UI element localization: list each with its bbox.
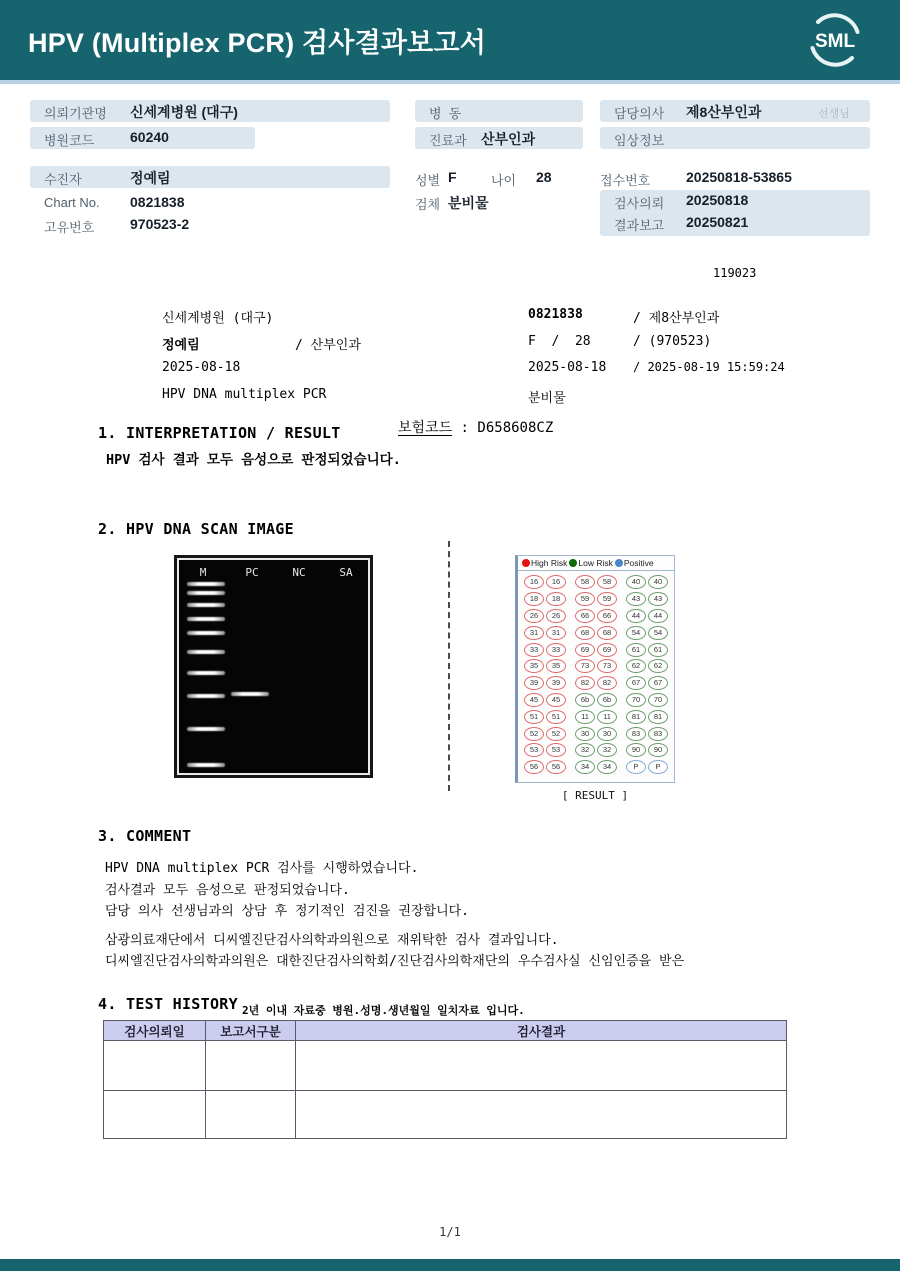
hpv-type-circle: 43 (648, 592, 668, 606)
hpv-type-circle: 11 (575, 710, 595, 724)
sex-value: F (448, 169, 457, 185)
report-patient: 정예림 (162, 338, 200, 353)
reported-date-label: 결과보고 (614, 218, 665, 233)
dashed-divider (448, 541, 450, 791)
hpv-type-circle: 40 (648, 575, 668, 589)
gel-ladder-band (187, 694, 225, 698)
report-hospital: 신세계병원 (대구) (162, 311, 274, 326)
gel-ladder-band (187, 763, 225, 767)
gel-lane-label: SA (339, 566, 353, 579)
specimen-label: 검체 (415, 197, 441, 212)
hpv-type-circle: 16 (546, 575, 566, 589)
request-date-value: 20250818 (686, 192, 749, 208)
hospital-code-value: 60240 (130, 129, 169, 145)
hpv-type-circle: 59 (575, 592, 595, 606)
section-title-comment: 3. COMMENT (98, 827, 192, 845)
hpv-type-circle: 56 (546, 760, 566, 774)
doctor-label: 담당의사 (614, 106, 665, 121)
hpv-type-circle: 73 (597, 659, 617, 673)
comment-line: HPV DNA multiplex PCR 검사를 시행하였습니다. (105, 861, 419, 876)
doc-number: 119023 (713, 266, 757, 280)
unique-no-value: 970523-2 (130, 216, 190, 232)
insurance-code: 보험코드 : D658608CZ (398, 420, 554, 436)
gel-ladder-band (187, 591, 225, 595)
test-history-row (104, 1091, 787, 1139)
test-history-cell (206, 1041, 296, 1091)
hpv-type-circle: 69 (575, 643, 595, 657)
test-history-cell (296, 1041, 787, 1091)
page-number: 1/1 (439, 1225, 461, 1239)
hpv-type-circle: 61 (626, 643, 646, 657)
comment-block (105, 858, 684, 973)
hpv-type-circle: 40 (626, 575, 646, 589)
hpv-type-circle: 69 (597, 643, 617, 657)
gel-lane-label: NC (292, 566, 306, 579)
department-label: 진료과 (429, 133, 467, 148)
legend-dot-icon (615, 559, 623, 567)
hpv-grid-row (518, 658, 674, 675)
report-datetime: / 2025-08-19 15:59:24 (633, 360, 785, 374)
age-label: 나이 (491, 173, 517, 188)
hpv-type-circle: 33 (546, 643, 566, 657)
legend-dot-icon (522, 559, 530, 567)
request-date-label: 검사의뢰 (614, 196, 665, 211)
hpv-type-circle: 62 (648, 659, 668, 673)
field-specimen (415, 191, 595, 213)
hpv-grid-row (518, 624, 674, 641)
field-dates-block (600, 190, 870, 236)
hpv-type-circle: 73 (575, 659, 595, 673)
hpv-type-circle: 53 (524, 743, 544, 757)
hpv-type-circle: 58 (597, 575, 617, 589)
test-history-note: 2년 이내 자료중 병원.성명.생년월일 일치자료 입니다. (242, 1004, 525, 1017)
field-receipt-no (600, 167, 870, 189)
gel-ladder-band (187, 617, 225, 621)
hpv-type-circle: 66 (597, 609, 617, 623)
report-request-date: 2025-08-18 (162, 360, 241, 375)
receipt-no-value: 20250818-53865 (686, 169, 792, 185)
hpv-type-circle: 54 (626, 626, 646, 640)
legend-item (569, 558, 612, 568)
legend-dot-icon (569, 559, 577, 567)
hpv-type-circle: 81 (626, 710, 646, 724)
section-title-test-history: 4. TEST HISTORY (98, 995, 238, 1013)
comment-line: 삼광의료재단에서 디씨엘진단검사의학과의원으로 재위탁한 검사 결과입니다. (105, 932, 559, 948)
clinical-info-label: 임상정보 (614, 133, 665, 148)
legend-label: High Risk (531, 558, 568, 568)
gel-ladder-band (187, 727, 225, 731)
hpv-grid-row (518, 759, 674, 776)
hpv-type-circle: 70 (626, 693, 646, 707)
ordering-org-value: 신세계병원 (대구) (130, 104, 238, 120)
insurance-code-value: D658608CZ (477, 420, 554, 436)
result-caption: [ RESULT ] (561, 789, 629, 802)
hpv-grid-rows (518, 571, 674, 776)
report-header-bar (0, 0, 900, 80)
hpv-type-circle: 70 (648, 693, 668, 707)
hpv-type-circle: 51 (524, 710, 544, 724)
hpv-type-circle: 82 (597, 676, 617, 690)
hpv-type-circle: 31 (546, 626, 566, 640)
hpv-grid-row (518, 641, 674, 658)
report-specimen: 분비물 (528, 391, 566, 406)
hpv-type-circle: 39 (546, 676, 566, 690)
hpv-type-circle: 26 (524, 609, 544, 623)
test-history-cell (104, 1041, 206, 1091)
interpretation-result-text: HPV 검사 결과 모두 음성으로 판정되었습니다. (106, 452, 401, 468)
hpv-type-circle: 43 (626, 592, 646, 606)
hpv-type-circle: 53 (546, 743, 566, 757)
hpv-type-circle: 66 (575, 609, 595, 623)
comment-line: 검사결과 모두 음성으로 판정되었습니다. (105, 882, 350, 898)
comment-paragraph-1 (105, 858, 684, 923)
test-history-table (103, 1020, 787, 1139)
test-history-column-header: 검사결과 (296, 1021, 787, 1041)
hpv-type-circle: 61 (648, 643, 668, 657)
hpv-type-circle: 32 (575, 743, 595, 757)
hpv-type-circle: 81 (648, 710, 668, 724)
comment-paragraph-2 (105, 930, 684, 973)
gel-lane-label: M (199, 566, 207, 579)
field-unique-no (30, 214, 390, 236)
hpv-type-circle: 56 (524, 760, 544, 774)
specimen-value: 분비물 (448, 195, 489, 211)
report-test-name: HPV DNA multiplex PCR (162, 387, 327, 402)
comment-line: 디씨엘진단검사의학과의원은 대한진단검사의학회/진단검사의학재단의 우수검사실 신임인증을 받은 (105, 954, 685, 969)
hpv-type-circle: 30 (597, 727, 617, 741)
hpv-grid-row (518, 725, 674, 742)
gel-pc-band (231, 692, 269, 696)
report-collect-date: 2025-08-18 (528, 360, 607, 375)
hpv-type-circle: 90 (626, 743, 646, 757)
gel-ladder-band (187, 582, 225, 586)
test-history-column-header: 보고서구분 (206, 1021, 296, 1041)
hpv-grid-row (518, 692, 674, 709)
patient-name-value: 정예림 (130, 170, 171, 186)
hpv-type-circle: 52 (546, 727, 566, 741)
hpv-type-circle: 26 (546, 609, 566, 623)
report-sex-age: F / 28 (528, 334, 591, 349)
section-title-interpretation: 1. INTERPRETATION / RESULT (98, 424, 341, 442)
hpv-type-circle: 45 (524, 693, 544, 707)
hpv-type-circle: 68 (575, 626, 595, 640)
hpv-type-circle: 35 (524, 659, 544, 673)
chart-no-label: Chart No. (44, 195, 100, 210)
section-title-scan-image: 2. HPV DNA SCAN IMAGE (98, 520, 294, 538)
header-divider-line (0, 80, 900, 84)
page-title: HPV (Multiplex PCR) 검사결과보고서 (28, 27, 486, 58)
field-chart-no (30, 192, 390, 214)
test-history-column-header: 검사의뢰일 (104, 1021, 206, 1041)
footer-bar (0, 1259, 900, 1271)
hpv-type-circle: 34 (575, 760, 595, 774)
hpv-type-circle: 67 (626, 676, 646, 690)
hpv-type-circle: 59 (597, 592, 617, 606)
hpv-type-circle: 6b (597, 693, 617, 707)
hpv-grid-row (518, 675, 674, 692)
hpv-type-circle: 44 (648, 609, 668, 623)
hpv-grid-legend (518, 556, 674, 571)
field-ward (415, 100, 583, 122)
hpv-type-circle: 33 (524, 643, 544, 657)
chart-no-value: 0821838 (130, 194, 185, 210)
hospital-code-label: 병원코드 (44, 133, 95, 148)
receipt-no-label: 접수번호 (600, 173, 651, 188)
gel-image-lanes (179, 560, 368, 773)
hpv-type-circle: 39 (524, 676, 544, 690)
hpv-type-circle: 32 (597, 743, 617, 757)
svg-text:SML: SML (814, 31, 856, 52)
field-ordering-org (30, 100, 390, 122)
legend-item (522, 558, 567, 568)
report-patient-dept: / 산부인과 (295, 338, 361, 353)
patient-name-label: 수진자 (44, 172, 82, 187)
hpv-type-circle: P (626, 760, 646, 774)
hpv-grid-row (518, 574, 674, 591)
field-sex-age (415, 167, 595, 189)
hpv-type-circle: 44 (626, 609, 646, 623)
hpv-grid-row (518, 742, 674, 759)
test-history-cell (296, 1091, 787, 1139)
field-hospital-code (30, 127, 255, 149)
comment-line: 담당 의사 선생님과의 상담 후 정기적인 검진을 권장합니다. (105, 904, 470, 919)
gel-ladder-band (187, 671, 225, 675)
test-history-row (104, 1041, 787, 1091)
sml-logo-icon (806, 11, 864, 69)
age-value: 28 (536, 169, 552, 185)
field-patient-name (30, 166, 390, 188)
hpv-type-circle: 35 (546, 659, 566, 673)
hpv-type-circle: 45 (546, 693, 566, 707)
field-department (415, 127, 583, 149)
hpv-type-circle: 83 (648, 727, 668, 741)
hpv-result-grid (515, 555, 675, 783)
hpv-type-circle: 83 (626, 727, 646, 741)
gel-ladder-band (187, 650, 225, 654)
report-doctor: / 제8산부인과 (633, 311, 720, 326)
hpv-type-circle: 90 (648, 743, 668, 757)
hpv-grid-row (518, 708, 674, 725)
legend-label: Positive (623, 558, 654, 568)
field-doctor (600, 100, 870, 122)
hpv-type-circle: P (648, 760, 668, 774)
test-history-cell (104, 1091, 206, 1139)
hpv-type-circle: 51 (546, 710, 566, 724)
ordering-org-label: 의뢰기관명 (44, 106, 107, 121)
hpv-type-circle: 34 (597, 760, 617, 774)
field-clinical-info (600, 127, 870, 149)
unique-no-label: 고유번호 (44, 220, 95, 235)
hpv-type-circle: 52 (524, 727, 544, 741)
department-value: 산부인과 (481, 131, 536, 147)
test-history-cell (206, 1091, 296, 1139)
report-birth: / (970523) (633, 334, 712, 349)
gel-image (174, 555, 373, 778)
hpv-type-circle: 30 (575, 727, 595, 741)
hpv-grid-row (518, 608, 674, 625)
hpv-type-circle: 18 (524, 592, 544, 606)
sex-label: 성별 (415, 173, 441, 188)
ward-label: 병 동 (429, 106, 462, 121)
hpv-type-circle: 18 (546, 592, 566, 606)
doctor-suffix: 선생님 (818, 108, 850, 120)
gel-ladder-band (187, 631, 225, 635)
hpv-type-circle: 31 (524, 626, 544, 640)
insurance-code-label: 보험코드 (398, 420, 453, 436)
hpv-type-circle: 82 (575, 676, 595, 690)
hpv-type-circle: 67 (648, 676, 668, 690)
hpv-type-circle: 11 (597, 710, 617, 724)
gel-lane-label: PC (245, 566, 259, 579)
doctor-value: 제8산부인과 (686, 104, 762, 120)
hpv-grid-row (518, 591, 674, 608)
report-chart-no: 0821838 (528, 307, 583, 322)
legend-item (615, 558, 654, 568)
legend-label: Low Risk (578, 558, 613, 568)
reported-date-value: 20250821 (686, 214, 749, 230)
test-history-header-row (104, 1021, 787, 1041)
hpv-type-circle: 54 (648, 626, 668, 640)
hpv-type-circle: 16 (524, 575, 544, 589)
gel-ladder-band (187, 603, 225, 607)
hpv-type-circle: 58 (575, 575, 595, 589)
hpv-type-circle: 6b (575, 693, 595, 707)
hpv-type-circle: 68 (597, 626, 617, 640)
hpv-type-circle: 62 (626, 659, 646, 673)
